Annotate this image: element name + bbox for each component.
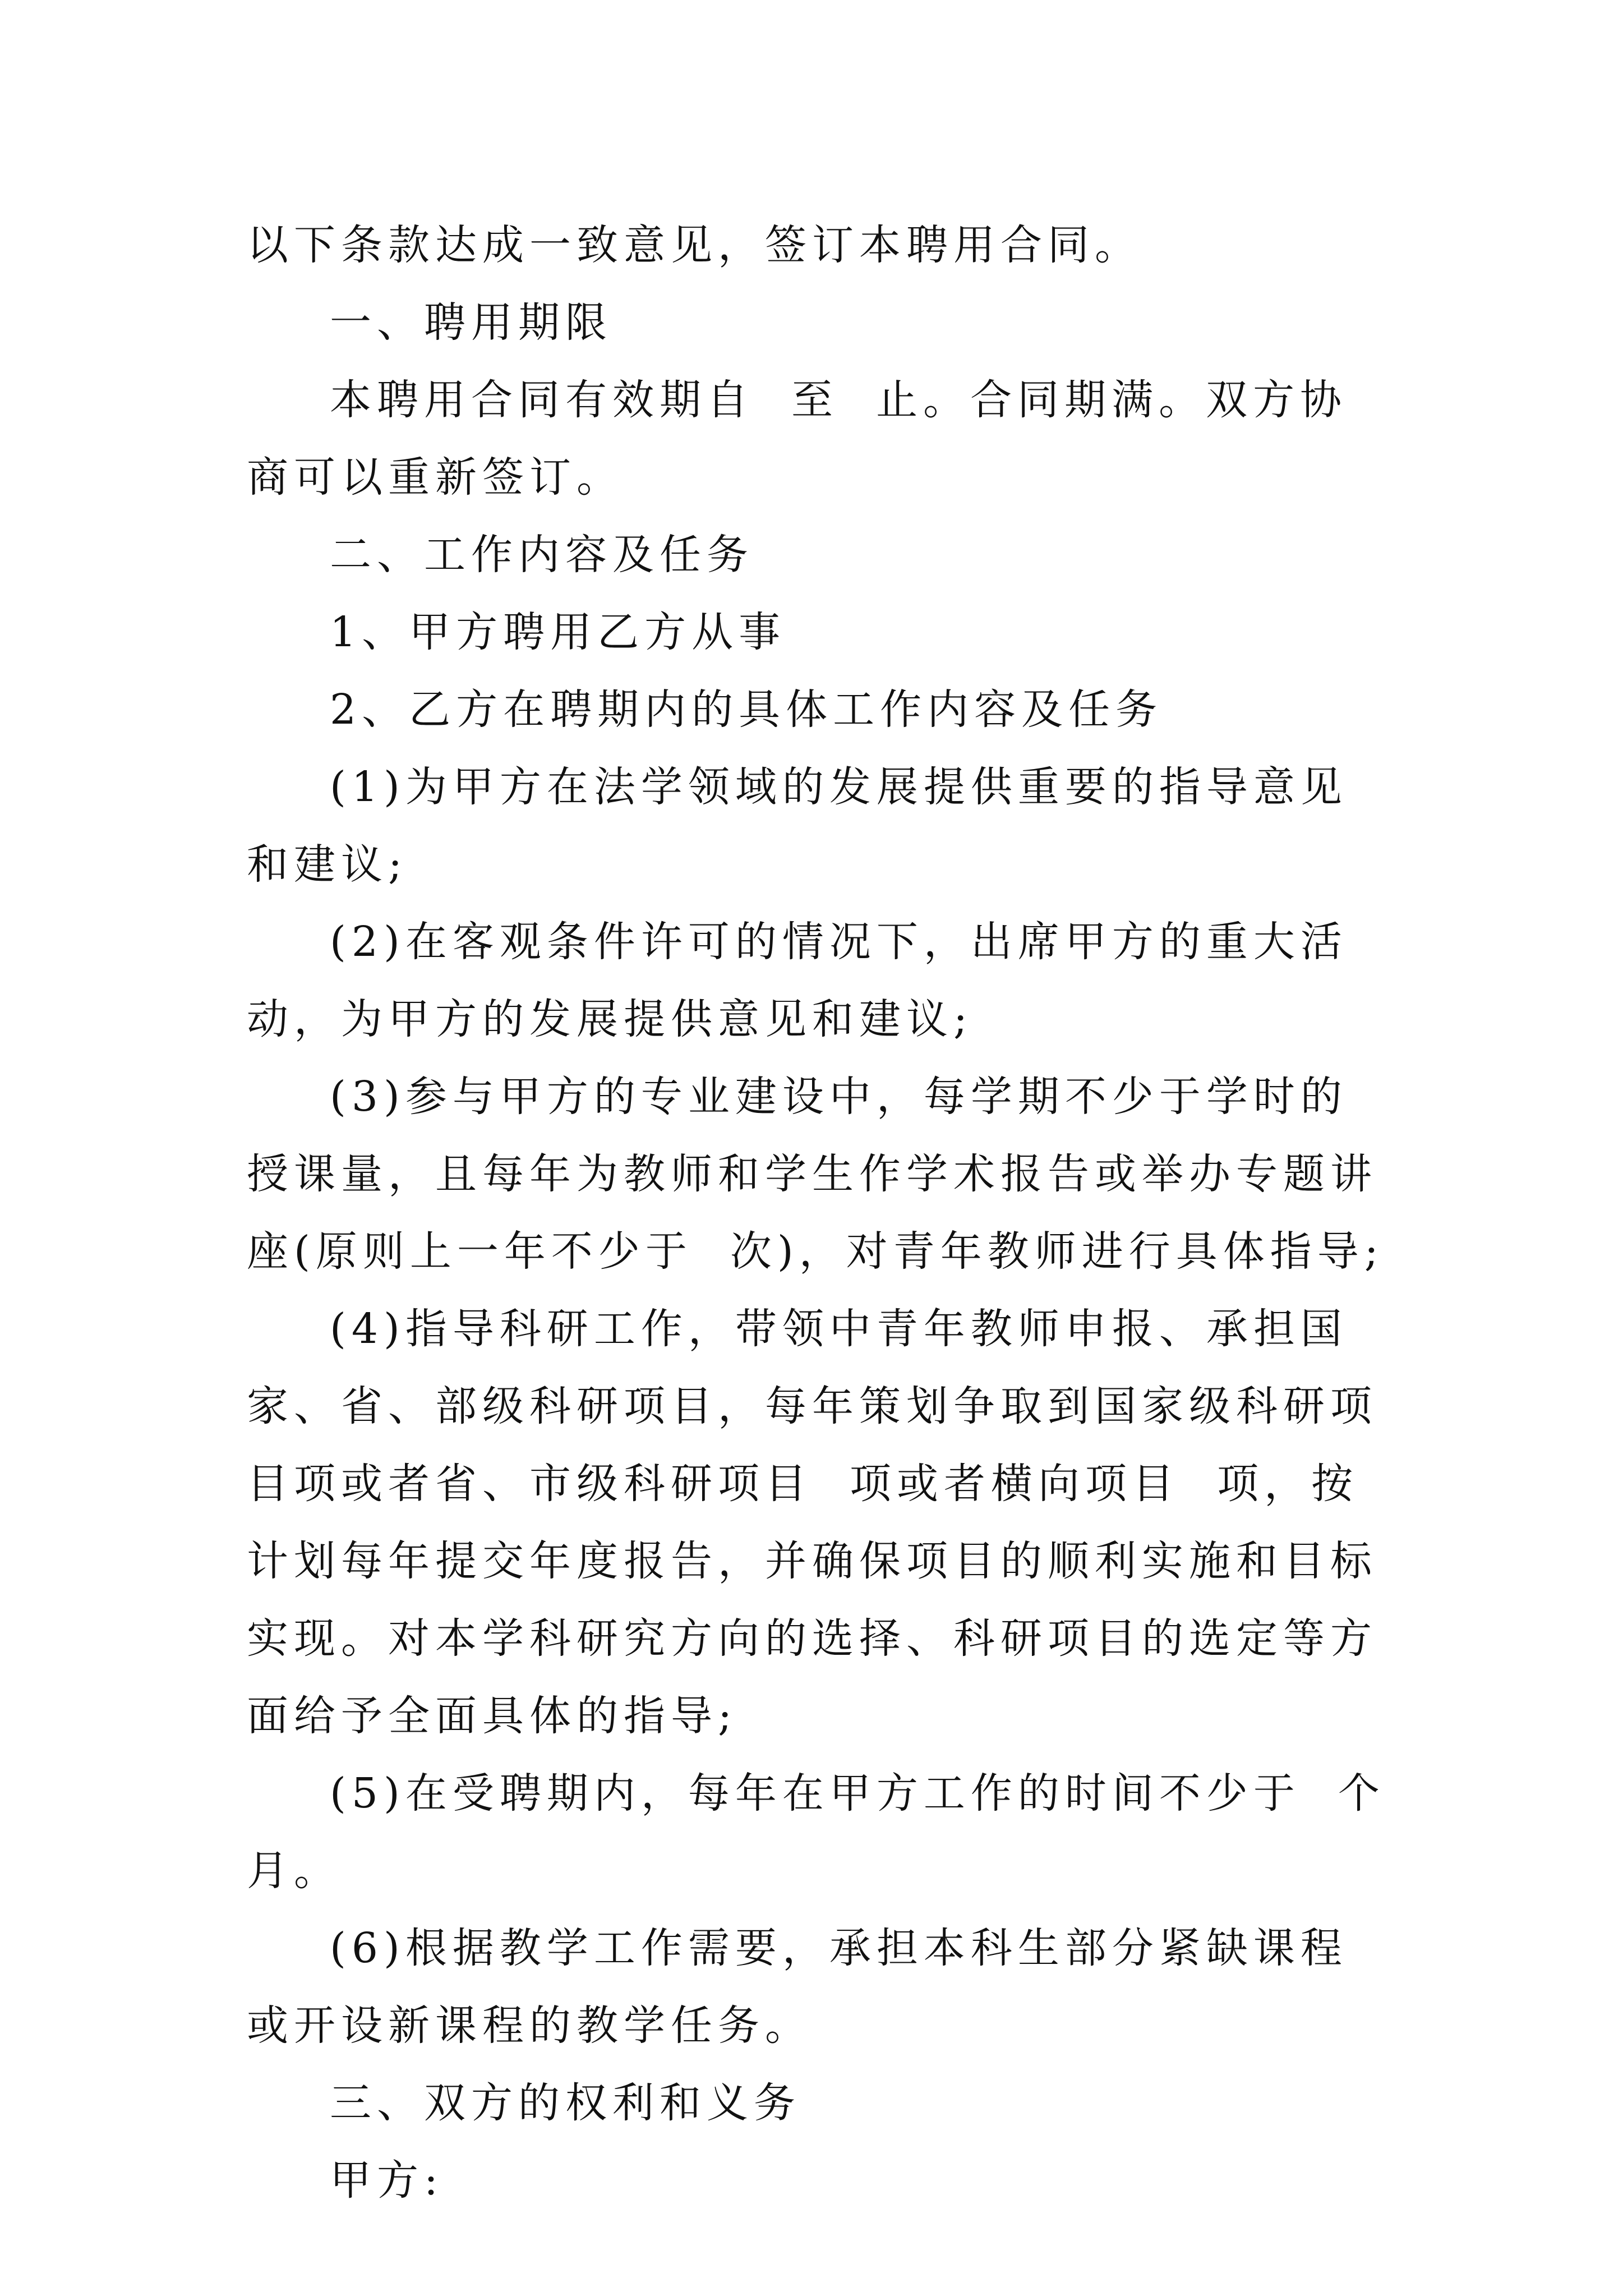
paragraph-subitem-3: (3)参与甲方的专业建设中，每学期不少于学时的授课量，且每年为教师和学生作学术报告或举办专题讲座(原则上一年不少于 次)，对青年教师进行具体指导; (247, 1073, 1384, 1276)
paragraph-subitem-2: (2)在客观条件许可的情况下，出席甲方的重大活动，为甲方的发展提供意见和建议; (247, 918, 1348, 1043)
document-body (247, 206, 1391, 2219)
paragraph-party-a: 甲方: (330, 2156, 444, 2205)
paragraph-item-2: 2、乙方在聘期内的具体工作内容及任务 (330, 685, 1163, 734)
paragraph-subitem-6: (6)根据教学工作需要，承担本科生部分紧缺课程或开设新课程的教学任务。 (247, 1924, 1348, 2050)
paragraph-term: 本聘用合同有效期自 至 止。合同期满。双方协商可以重新签订。 (247, 376, 1348, 501)
paragraph-subitem-5: (5)在受聘期内，每年在甲方工作的时间不少于 个月。 (247, 1769, 1385, 1895)
section-heading-rights: 三、双方的权利和义务 (330, 2079, 801, 2127)
section-heading-work: 二、工作内容及任务 (330, 531, 754, 579)
section-heading-term: 一、聘用期限 (330, 298, 612, 347)
paragraph-subitem-1: (1)为甲方在法学领域的发展提供重要的指导意见和建议; (247, 763, 1348, 889)
paragraph-item-1: 1、甲方聘用乙方从事 (330, 608, 786, 656)
paragraph-subitem-4: (4)指导科研工作，带领中青年教师申报、承担国家、省、部级科研项目，每年策划争取到国家级科研项目项或者省、市级科研项目 项或者横向项目 项，按计划每年提交年度报告，并确保项目的顺利实施和目标实现。对本学科研究方向的选择、科研项目的选定等方面给予全面具体的指导; (247, 1305, 1377, 1740)
paragraph-continuation: 以下条款达成一致意见，签订本聘用合同。 (247, 221, 1142, 269)
